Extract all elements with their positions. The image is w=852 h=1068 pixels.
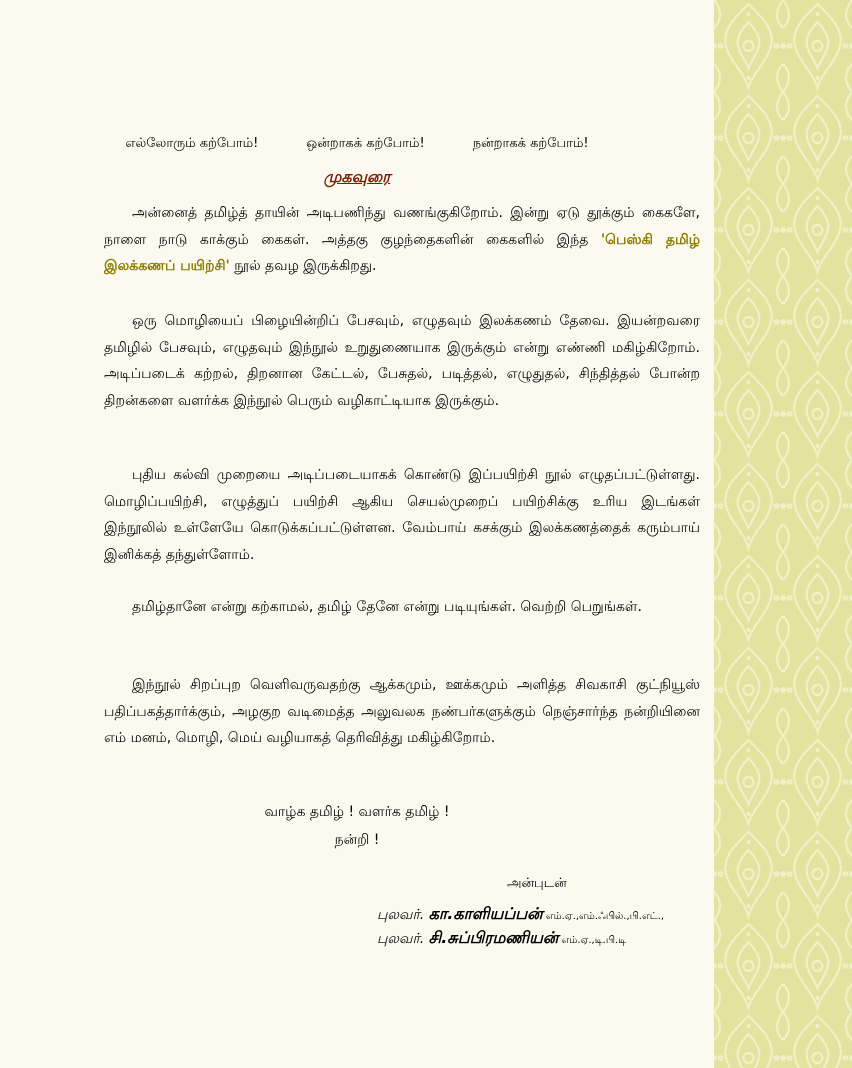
motto-1: எல்லோரும் கற்போம்! xyxy=(125,136,259,151)
paragraph-5: இந்நூல் சிறப்புற வெளிவருவதற்கு ஆக்கமும், ஊக்கமும் அளித்த சிவகாசி குட்நியூஸ் பதிப்பகத்தார்க்கும், அழகுற வடிமைத்த அலுவலக நண்பர்களுக்கும் நெஞ்சார்ந்த நன்றியினை எம் மனம், மொழி, மெய் வழியாகத் தெரிவித்து மகிழ்கிறோம். xyxy=(104,677,700,746)
author-1-prefix: புலவர். xyxy=(377,907,429,923)
motto-3: நன்றாகக் கற்போம்! xyxy=(472,136,589,151)
author-1-name: கா.காளியப்பன் xyxy=(428,904,543,923)
paragraph-4: தமிழ்தானே என்று கற்காமல், தமிழ் தேனே என்று படியுங்கள். வெற்றி பெறுங்கள். xyxy=(132,599,643,615)
closing-greeting: வாழ்க தமிழ் ! வளர்க தமிழ் ! xyxy=(264,804,450,820)
decorative-border xyxy=(714,0,852,1068)
motto-2: ஒன்றாகக் கற்போம்! xyxy=(306,136,425,151)
signoff: அன்புடன் xyxy=(507,876,567,891)
page-title: முகவுரை xyxy=(323,167,391,186)
author-1 xyxy=(377,904,664,925)
paragraph-3: புதிய கல்வி முறையை அடிப்படையாகக் கொண்டு இப்பயிற்சி நூல் எழுதப்பட்டுள்ளது. மொழிப்பயிற்சி, எழுத்துப் பயிற்சி ஆகிய செயல்முறைப் பயிற்சிக்கு உரிய இடங்கள் இந்நூலில் உள்ளேயே கொடுக்கப்பட்டுள்ளன. வேம்பாய் கசக்கும் இலக்கணத்தைக் கரும்பாய் இனிக்கத் தந்துள்ளோம். xyxy=(104,467,700,563)
damask-pattern xyxy=(714,0,852,1068)
paragraph-2: ஒரு மொழியைப் பிழையின்றிப் பேசவும், எழுதவும் இலக்கணம் தேவை. இயன்றவரை தமிழில் பேசவும், எழுதவும் இந்நூல் உறுதுணையாக இருக்கும் என்று எண்ணி மகிழ்கிறோம். அடிப்படைக் கற்றல், திறனான கேட்டல், பேசுதல், படித்தல், எழுதுதல், சிந்தித்தல் போன்ற திறன்களை வளர்க்க இந்நூல் பெரும் வழிகாட்டியாக இருக்கும். xyxy=(104,313,700,409)
motto-line xyxy=(0,136,714,152)
author-2-prefix: புலவர். xyxy=(377,931,429,947)
paragraph-1-end: நூல் தவழ இருக்கிறது. xyxy=(229,258,377,274)
paragraph-1 xyxy=(104,200,700,280)
author-2-name: சி.சுப்பிரமணியன் xyxy=(428,928,559,947)
author-2 xyxy=(377,928,626,949)
author-2-degree: எம்.ஏ.,டி.பி.டி xyxy=(558,935,627,946)
paragraph-1-text: அன்னைத் தமிழ்த் தாயின் அடிபணிந்து வணங்குகிறோம். இன்று ஏடு தூக்கும் கைகளே, நாளை நாடு காக்கும் கைகள். அத்தகு குழந்தைகளின் கைகளில் இந்த xyxy=(104,205,700,248)
book-title: 'பெஸ்கி தமிழ் இலக்கணப் பயிற்சி' xyxy=(104,231,701,274)
author-1-degree: எம்.ஏ.,எம்.ஃபில்.,பி.எட்., xyxy=(542,911,665,922)
closing-thanks: நன்றி ! xyxy=(334,832,380,848)
